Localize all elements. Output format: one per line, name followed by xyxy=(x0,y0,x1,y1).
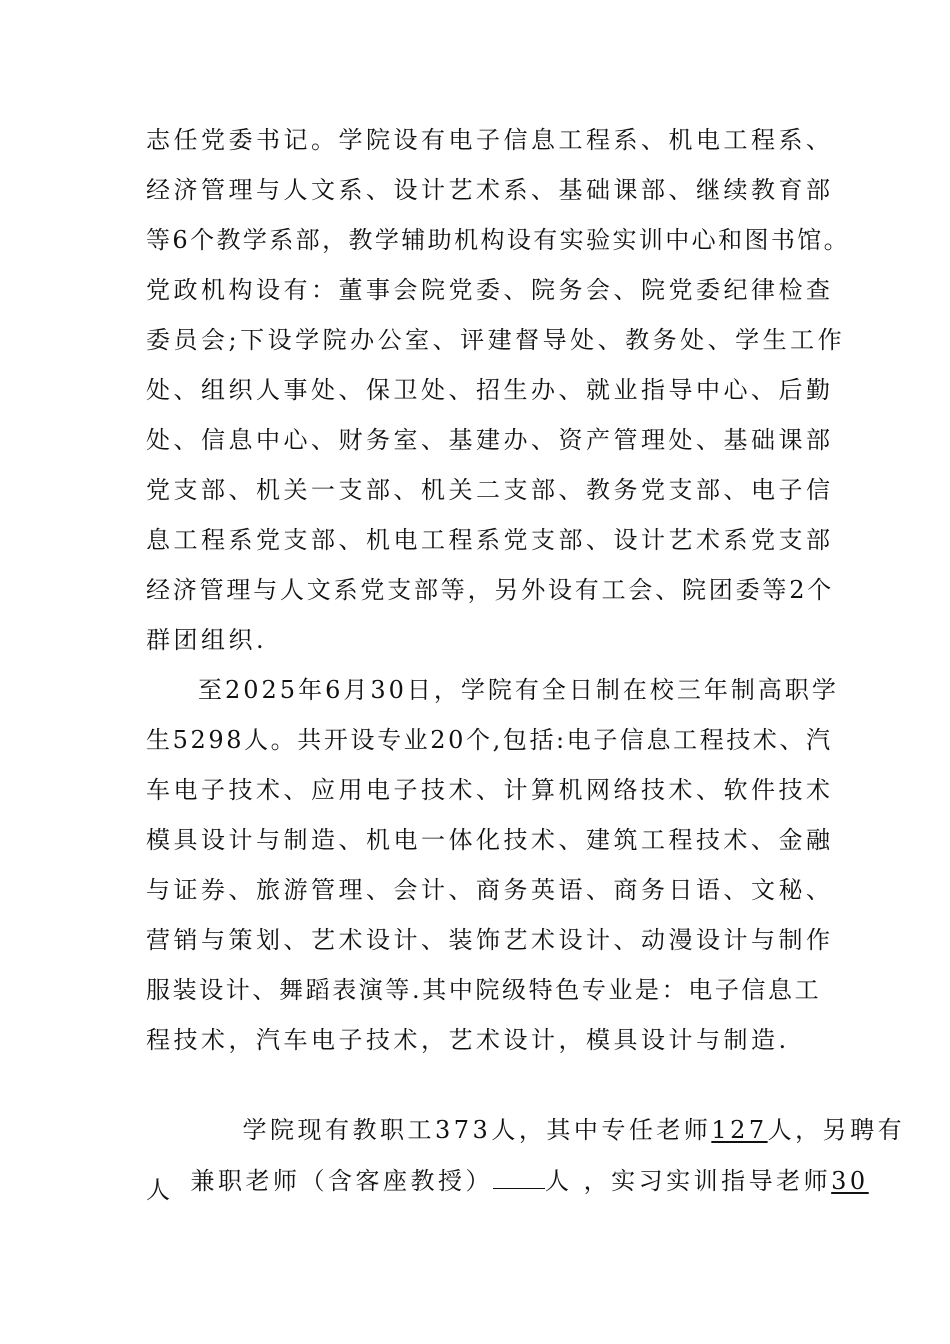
text-line: 志任党委书记。学院设有电子信息工程系、机电工程系、 xyxy=(146,126,834,154)
text-line: 与证券、旅游管理、会计、商务英语、商务日语、文秘、 xyxy=(146,876,834,904)
text-line: 经济管理与人文系党支部等，另外设有工会、院团委等2个 xyxy=(146,576,835,604)
text-line: 至2025年6月30日，学院有全日制在校三年制高职学 xyxy=(198,676,839,704)
text-line: 处、信息中心、财务室、基建办、资产管理处、基础课部 xyxy=(146,426,834,454)
text-line: 群团组织. xyxy=(146,626,268,654)
text-line: 党政机构设有：董事会院党委、院务会、院党委纪律检查 xyxy=(146,276,834,304)
full-time-teachers-value: 127 xyxy=(711,1116,768,1144)
text-line: 委员会;下设学院办公室、评建督导处、教务处、学生工作 xyxy=(146,326,846,354)
text-line: 车电子技术、应用电子技术、计算机网络技术、软件技术 xyxy=(146,776,834,804)
text-line: 党支部、机关一支部、机关二支部、教务党支部、电子信 xyxy=(146,476,834,504)
training-teachers-value: 30 xyxy=(831,1167,869,1195)
text-segment: 人 ，实习实训指导老师 xyxy=(545,1167,832,1195)
text-segment: 学院现有教职工373人，其中专任老师 xyxy=(242,1116,712,1144)
text-line: 营销与策划、艺术设计、装饰艺术设计、动漫设计与制作 xyxy=(146,926,834,954)
text-line: 等6个教学系部，教学辅助机构设有实验实训中心和图书馆。 xyxy=(146,226,851,254)
text-line xyxy=(146,1120,869,1195)
text-segment: 人，另聘有 xyxy=(767,1116,906,1144)
text-line: 人 xyxy=(146,1176,174,1204)
text-line: 服装设计、舞蹈表演等.其中院级特色专业是：电子信息工 xyxy=(146,976,822,1004)
part-time-teachers-blank xyxy=(493,1160,545,1189)
text-line xyxy=(198,1070,906,1144)
text-line: 模具设计与制造、机电一体化技术、建筑工程技术、金融 xyxy=(146,826,834,854)
text-line: 息工程系党支部、机电工程系党支部、设计艺术系党支部 xyxy=(146,526,834,554)
text-line: 处、组织人事处、保卫处、招生办、就业指导中心、后勤 xyxy=(146,376,834,404)
text-line: 经济管理与人文系、设计艺术系、基础课部、继续教育部 xyxy=(146,176,834,204)
text-line: 生5298人。共开设专业20个,包括:电子信息工程技术、汽 xyxy=(146,726,833,754)
text-segment: 兼职老师（含客座教授） xyxy=(190,1167,494,1195)
text-line: 程技术，汽车电子技术，艺术设计，模具设计与制造. xyxy=(146,1026,790,1054)
